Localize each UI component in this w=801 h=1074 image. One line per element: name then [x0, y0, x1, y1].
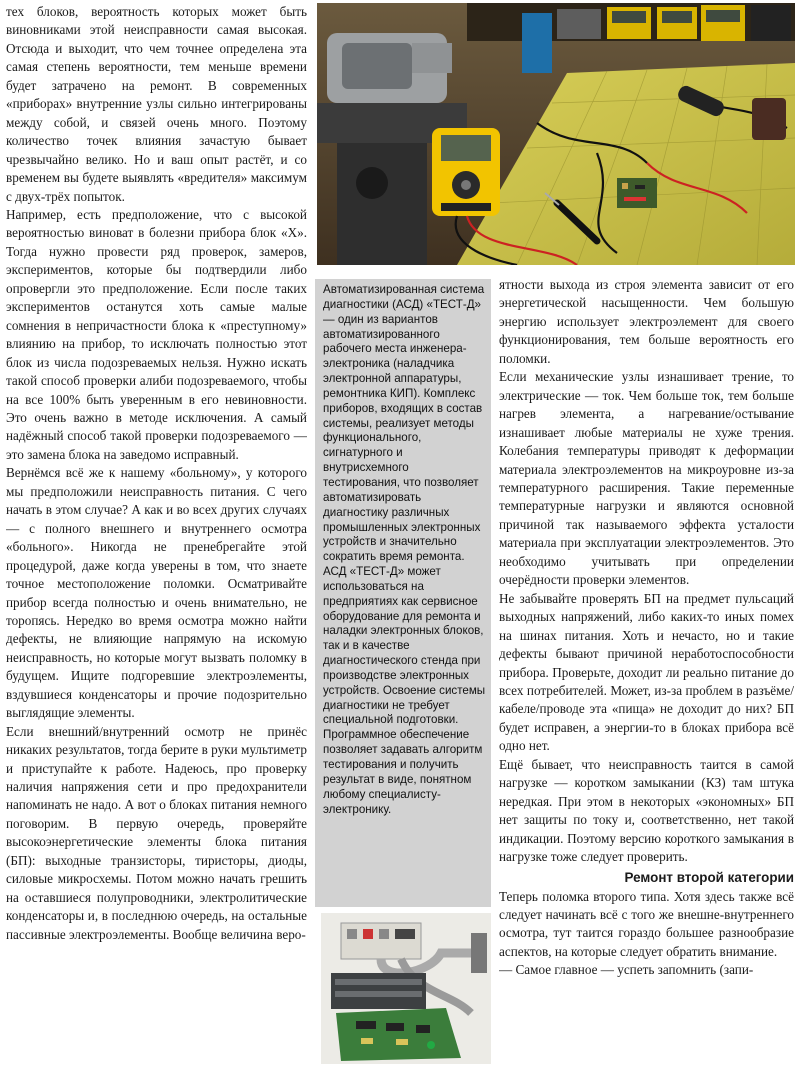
paragraph: тех блоков, вероятность которых может быть виновниками этой неисправности самая высокая. Отсюда и выходит, что чем точнее определена эта самая степень вероятности, тем меньше времени будет затрачено на ремонт. В современных «приборах» внутренние узлы сильно интегрированы между собой, и связей очень много. Поэтому количество точек влияния зачастую бывает чрезвычайно велико. Но и ваш опыт растёт, и со временем вы будете выявлять «вредителя» максимум с двух-трёх попыток.: [6, 4, 307, 204]
sidebar-box: [315, 279, 491, 907]
diagnostic-stand-illustration: [321, 913, 491, 1064]
paragraph: Вернёмся всё же к нашему «больному», у которого мы предположили неисправность питания. С чего начать в этом случае? А как и во всех других случаях — с полного внешнего и внутреннего осмотра «больного». Никогда не пренебрегайте этой процедурой, даже когда уверены в том, что знаете точное местоположение поломки. Осматривайте прибор всегда полностью и очень внимательно, не торопясь. Нередко во время осмотра можно найти дефекты, не влияющие напрямую на искомую неисправность, но которые могут вызвать поломку в будущем. Ищите подгоревшие электроэлементы, вздувшиеся конденсаторы и прочие подозрительно выглядящие элементы.: [6, 465, 307, 721]
workbench-illustration: [317, 3, 795, 265]
section-heading: Ремонт второй категории: [624, 869, 794, 885]
paragraph: Например, есть предположение, что с высокой вероятностью виноват в болезни прибора блок «Х». Тогда нужно провести ряд проверок, замеров, экспериментов, которые бы подтвердили либо опровергли это предположение. Если после таких экспериментов останутся хоть самые малые сомнения в непричастности блока к «преступному» влиянию на прибор, то исключать полностью этот блок из числа подозреваемых нельзя. Нужно искать такой способ проверки алиби подозреваемого, чтобы на все 100% быть уверенным в его невиновности. Это очень важно в методе исключения. А самый надёжный способ такой проверки подозреваемого — это замена блока на заведомо исправный.: [6, 206, 307, 462]
diagnostic-system-photo: [321, 913, 491, 1064]
multimeter-icon: [432, 128, 500, 216]
paragraph: ятности выхода из строя элемента зависит от его энергетической насыщенности. Чем большую энергию использует электроэлемент для своего функционирования, тем больше вероятность его поломки.: [499, 277, 794, 366]
workbench-photo: [317, 3, 795, 265]
sidebar-paragraph: Автоматизированная система диагностики (АСД) «ТЕСТ-Д» — один из вариантов автоматизированного рабочего места инженера-электроника (наладчика электронной аппаратуры, ремонтника КИП). Комплекс приборов, входящих в состав системы, реализует методы функционального, сигнатурного и внутрисхемного тестирования, что позволяет автоматизировать диагностику различных промышленных электронных устройств и значительно сократить время ремонта.: [323, 283, 485, 564]
paragraph: — Самое главное — успеть запомнить (запи-: [499, 962, 754, 978]
paragraph: Если внешний/внутренний осмотр не принёс никаких результатов, тогда берите в руки мультиметр и приступайте к работе. Надеюсь, про проверку наличия напряжения сети и про предохранители напоминать не надо. А вот о блоках питания немного поговорим. В первую очередь, проверяйте высокоэнергетические элементы блока питания (БП): выходные транзисторы, тиристоры, диоды, силовые микросхемы. Потом можно начать грешить на оставшиеся полупроводники, электролитические конденсаторы и, в последнюю очередь, на остальные пассивные электроэлементы. Вообще величина веро-: [6, 723, 307, 942]
left-text-column: [6, 3, 307, 1069]
paragraph: Не забывайте проверять БП на предмет пульсаций выходных напряжений, либо каких-то иных помех на шинах питания. Хоть и нечасто, но и такие дефекты бывают причиной неработоспособности прибора. Проверьте, доходит ли реально питание до всех потребителей. Может, из-за проблем в разъёме/кабеле/проводе эта «пища» не доходит до них? БП будет исправен, а энергии-то в блоках прибора всё одно нет.: [499, 590, 794, 754]
right-text-column: [499, 276, 794, 1071]
circuit-board-icon: [617, 178, 657, 208]
paragraph: Ещё бывает, что неисправность таится в самой нагрузке — коротком замыкании (КЗ) там штука нередкая. При этом в некоторых «экономных» БП нет защиты по току и, соответственно, нет такой индикации. Поэтому версию короткого замыкания в нагрузке тоже следует проверить.: [499, 756, 794, 865]
paragraph: Теперь поломка второго типа. Хотя здесь также всё следует начинать всё с того же внешне-внутреннего осмотра, тут таится гораздо большее разнообразие аспектов, на которые следует обратить внимание.: [499, 888, 794, 959]
sidebar-paragraph: АСД «ТЕСТ-Д» может использоваться на предприятиях как сервисное оборудование для ремонта и наладки электронных блоков, так и в качестве диагностического стенда при производстве электронных устройств. Освоение системы диагностики не требует специальной подготовки. Программное обеспечение позволяет задавать алгоритм тестирования и получить результат в виде, понятном любому специалисту-электронику.: [323, 565, 486, 816]
pcb-icon: [336, 1008, 461, 1061]
paragraph: Если механические узлы изнашивает трение, то электрические — ток. Чем больше ток, тем больше нагрев элемента, а нагревание/остывание изнашивает любые материалы не хуже трения. Колебания температуры приводят к деформации материала электроэлементов на микроуровне из-за температурного расширения. Такие переменные температурные нагрузки и являются основной причиной так называемого эффекта усталости материала при эксплуатации электроэлементов. Это необходимо учитывать при определении очерёдности проверки элементов.: [499, 369, 794, 588]
